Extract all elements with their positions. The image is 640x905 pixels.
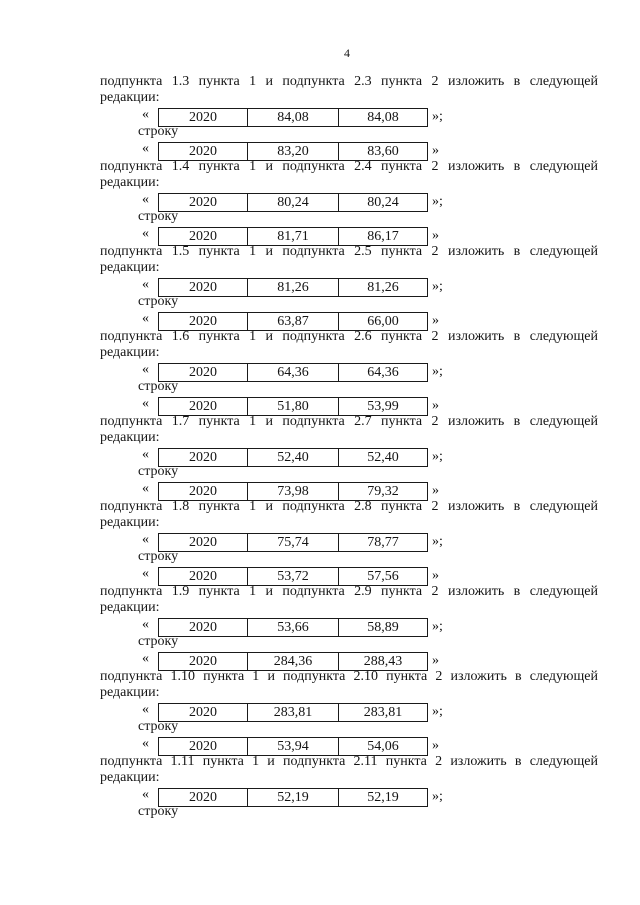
open-quote: « [142,532,149,547]
value-cell: 81,71 [248,228,339,245]
paragraph-line: подпункта 1.7 пункта 1 и подпункта 2.7 пункта 2 изложить в следующей [100,414,598,429]
old-value-table [158,363,428,382]
paragraph-line: редакции: [100,685,160,700]
value-cell: 54,06 [367,739,399,754]
paragraph-line: редакции: [100,260,160,275]
paragraph-line: редакции: [100,345,160,360]
amendment-paragraph [100,584,598,616]
paragraph-line: подпункта 1.8 пункта 1 и подпункта 2.8 пункта 2 изложить в следующей [100,499,598,514]
value-cell: 83,20 [248,143,339,160]
value-cell: 84,08 [248,109,339,126]
open-quote: « [142,702,149,717]
value-cell: 84,08 [367,110,399,125]
year-cell: 2020 [159,279,248,296]
year-cell: 2020 [159,364,248,381]
value-cell: 75,74 [248,534,339,551]
paragraph-line: подпункта 1.3 пункта 1 и подпункта 2.3 пункта 2 изложить в следующей [100,74,598,89]
year-cell: 2020 [159,483,248,500]
open-quote: « [142,787,149,802]
value-cell: 283,81 [248,704,339,721]
old-value-table [158,533,428,552]
value-cell: 52,40 [248,449,339,466]
paragraph-line: подпункта 1.11 пункта 1 и подпункта 2.11 пункта 2 изложить в следующей [100,754,598,769]
value-cell: 81,26 [367,280,399,295]
close-quote: » [432,568,439,583]
value-cell: 52,40 [367,450,399,465]
old-value-table [158,278,428,297]
stroku-label: строку [138,379,179,394]
close-quote: » [432,483,439,498]
year-cell: 2020 [159,228,248,245]
amendment-paragraph [100,754,598,786]
stroku-label: строку [138,294,179,309]
value-cell: 288,43 [363,654,403,669]
old-value-table [158,788,428,807]
close-quote: »; [432,194,443,209]
paragraph-line: редакции: [100,515,160,530]
paragraph-line: подпункта 1.6 пункта 1 и подпункта 2.6 пункта 2 изложить в следующей [100,329,598,344]
value-cell: 80,24 [248,194,339,211]
close-quote: »; [432,364,443,379]
old-value-table [158,703,428,722]
year-cell: 2020 [159,704,248,721]
stroku-label: строку [138,549,179,564]
close-quote: » [432,398,439,413]
open-quote: « [142,311,149,326]
year-cell: 2020 [159,534,248,551]
value-cell: 53,66 [248,619,339,636]
amendment-paragraph [100,329,598,361]
close-quote: »; [432,619,443,634]
close-quote: » [432,228,439,243]
stroku-label: строку [138,464,179,479]
stroku-label: строку [138,209,179,224]
paragraph-line: подпункта 1.9 пункта 1 и подпункта 2.9 пункта 2 изложить в следующей [100,584,598,599]
paragraph-line: редакции: [100,90,160,105]
amendment-paragraph [100,244,598,276]
open-quote: « [142,107,149,122]
old-value-table [158,193,428,212]
open-quote: « [142,617,149,632]
close-quote: »; [432,534,443,549]
year-cell: 2020 [159,449,248,466]
value-cell: 81,26 [248,279,339,296]
paragraph-line: редакции: [100,600,160,615]
close-quote: »; [432,449,443,464]
amendment-paragraph [100,669,598,701]
year-cell: 2020 [159,738,248,755]
value-cell: 53,94 [248,738,339,755]
year-cell: 2020 [159,194,248,211]
stroku-label: строку [138,804,179,819]
value-cell: 58,89 [367,620,399,635]
year-cell: 2020 [159,653,248,670]
paragraph-line: редакции: [100,430,160,445]
value-cell: 79,32 [367,484,399,499]
year-cell: 2020 [159,398,248,415]
page-number: 4 [344,46,350,60]
close-quote: » [432,653,439,668]
paragraph-line: редакции: [100,770,160,785]
close-quote: »; [432,109,443,124]
open-quote: « [142,481,149,496]
close-quote: » [432,738,439,753]
open-quote: « [142,447,149,462]
value-cell: 283,81 [363,705,403,720]
value-cell: 64,36 [367,365,399,380]
close-quote: » [432,143,439,158]
close-quote: »; [432,704,443,719]
value-cell: 284,36 [248,653,339,670]
value-cell: 83,60 [367,144,399,159]
value-cell: 51,80 [248,398,339,415]
value-cell: 52,19 [248,789,339,806]
close-quote: » [432,313,439,328]
open-quote: « [142,566,149,581]
paragraph-line: подпункта 1.4 пункта 1 и подпункта 2.4 пункта 2 изложить в следующей [100,159,598,174]
close-quote: »; [432,279,443,294]
year-cell: 2020 [159,568,248,585]
open-quote: « [142,226,149,241]
open-quote: « [142,736,149,751]
paragraph-line: подпункта 1.10 пункта 1 и подпункта 2.10 пункта 2 изложить в следующей [100,669,598,684]
old-value-table [158,108,428,127]
amendment-paragraph [100,159,598,191]
value-cell: 66,00 [367,314,399,329]
value-cell: 86,17 [367,229,399,244]
year-cell: 2020 [159,109,248,126]
stroku-label: строку [138,124,179,139]
amendment-paragraph [100,499,598,531]
year-cell: 2020 [159,619,248,636]
amendment-paragraph [100,74,598,106]
old-value-table [158,448,428,467]
close-quote: »; [432,789,443,804]
value-cell: 73,98 [248,483,339,500]
value-cell: 53,72 [248,568,339,585]
open-quote: « [142,141,149,156]
value-cell: 78,77 [367,535,399,550]
year-cell: 2020 [159,789,248,806]
value-cell: 57,56 [367,569,399,584]
value-cell: 63,87 [248,313,339,330]
stroku-label: строку [138,719,179,734]
open-quote: « [142,651,149,666]
open-quote: « [142,277,149,292]
value-cell: 64,36 [248,364,339,381]
old-value-table [158,618,428,637]
open-quote: « [142,362,149,377]
year-cell: 2020 [159,143,248,160]
value-cell: 80,24 [367,195,399,210]
paragraph-line: редакции: [100,175,160,190]
year-cell: 2020 [159,313,248,330]
amendment-paragraph [100,414,598,446]
stroku-label: строку [138,634,179,649]
paragraph-line: подпункта 1.5 пункта 1 и подпункта 2.5 пункта 2 изложить в следующей [100,244,598,259]
open-quote: « [142,396,149,411]
value-cell: 52,19 [367,790,399,805]
open-quote: « [142,192,149,207]
value-cell: 53,99 [367,399,399,414]
